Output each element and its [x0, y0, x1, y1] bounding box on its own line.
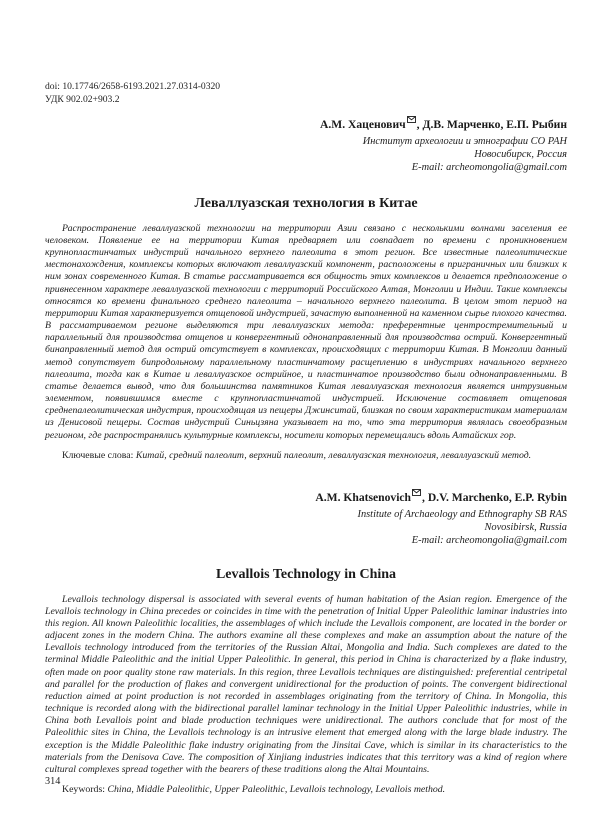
affiliation-ru: [45, 135, 567, 174]
affiliation-institute-en: Institute of Archaeology and Ethnography SB RAS: [357, 508, 567, 520]
authors-en: [45, 489, 567, 505]
abstract-en: Levallois technology dispersal is associated with several events of human habitation of the Asian region. Emergence of the Levallois technology in China precedes or coincides in time with the penetration of Initial Upper Paleolithic laminar industries into this region. All known Paleolithic localities, the assemblages of which include the Levallois component, are located in the border or adjacent zones in the modern China. The authors examine all these complexes and make an assumption about the nature of the Levallois technology introduced from the territories of the Russian Altai, Mongolia and India. Such complexes are dated to the terminal Middle Paleolithic and the initial Upper Paleolithic. In general, this period in China is characterized by a flake industry, often made on poor quality stone raw materials. In this region, three Levallois techniques are distinguished: preferential centripetal and parallel for the production of flakes and convergent unidirectional for the production of points. The convergent bidirectional reduction aimed at point production is not recorded in assemblages originating from the territory of China. In Mongolia, this technique is recorded along with the bidirectional parallel laminar technology in the Initial Upper Paleolithic industries, while in China both Levallois point and blade production techniques were unidirectional. The authors conclude that for most of the Paleolithic sites in China, the Levallois technology is an intrusive element that emerged along with the large blade industry. The exception is the Middle Paleolithic flake industry originating from the Jinsitai Cave, which is similar in its characteristics to the materials from the Denisova Cave. The composition of Xinjiang industries indicates that this territory was a kind of region where cultural complexes spread together with the bearers of these traditions along the Altai Mountains.: [45, 593, 567, 775]
page-number: 314: [45, 776, 61, 787]
envelope-icon: [412, 489, 421, 496]
affiliation-institute-ru: Институт археологии и этнографии СО РАН: [362, 135, 567, 147]
affiliation-email-en: E-mail: archeomongolia@gmail.com: [411, 534, 567, 546]
affiliation-city-en: Novosibirsk, Russia: [484, 521, 567, 533]
article-title-ru: Леваллуазская технология в Китае: [194, 195, 418, 211]
author-corresponding-ru: А.М. Хаценович: [319, 117, 406, 131]
keywords-ru: [45, 450, 567, 462]
authors-rest-ru: , Д.В. Марченко, Е.П. Рыбин: [416, 117, 567, 131]
abstract-ru: Распространение леваллуазской технологии на территории Азии связано с несколькими волнами заселения ее человеком. Появление ее на территории Китая предваряет или совпадает по времени с проникновением крупнопластинчатых индустрий начального верхнего палеолита в этот регион. Все известные палеолитические местонахождения, комплексы которых включают леваллуазский компонент, расположены в приграничных или близких к ним зонах современного Китая. В статье рассматривается вся общность этих комплексов и делается предположение о привнесенном характере леваллуазской технологии с территорий Российского Алтая, Монголии и Индии. Такие комплексы относятся ко времени финального среднего палеолита – начального верхнего палеолита. В целом этот период на территории Китая характеризуется отщеповой индустрией, зачастую выполненной на каменном сырье плохого качества. В рассматриваемом регионе выделяются три леваллуазских метода: преферентные центростремительный и параллельный для производства отщепов и конвергентный однонаправленный для производства острий. Конвергентный бинаправленный метод для острий отсутствует в комплексах, происходящих с территории Китая. В Монголии данный метод сопутствует бипродольному параллельному пластинчатому расщеплению в индустриях начального верхнего палеолита, тогда как в Китае и леваллуазское острийное, и пластинчатое производство были однонаправленными. В статье делается вывод, что для большинства памятников Китая леваллуазская технология является интрузивным элементом, появившимся вместе с крупнопластинчатой индустрией. Исключение составляет отщеповая среднепалеолитическая индустрия, происходящая из пещеры Джинситай, близкая по своим характеристикам материалам из Денисовой пещеры. Состав индустрий Синьцзяна указывает на то, что эта территория являлась своеобразным регионом, где распространялись культурные комплексы, носители которых перемещались вдоль Алтайских гор.: [45, 222, 567, 441]
affiliation-email-ru: E-mail: archeomongolia@gmail.com: [411, 161, 567, 173]
author-corresponding-en: A.M. Khatsenovich: [315, 490, 412, 504]
affiliation-en: [45, 508, 567, 547]
udc-line: УДК 902.02+903.2: [45, 93, 120, 105]
keywords-label-ru: Ключевые слова:: [62, 449, 136, 461]
authors-rest-en: , D.V. Marchenko, E.P. Rybin: [422, 490, 567, 504]
authors-ru: [45, 116, 567, 132]
keywords-en: [45, 784, 567, 796]
article-title-en: Levallois Technology in China: [215, 566, 397, 582]
doi-line: doi: 10.17746/2658-6193.2021.27.0314-0320: [45, 81, 221, 92]
envelope-icon: [407, 116, 416, 123]
affiliation-city-ru: Новосибирск, Россия: [474, 148, 567, 160]
keywords-list-ru: Китай, средний палеолит, верхний палеолит, леваллуазская технология, леваллуазский метод.: [135, 449, 532, 461]
keywords-label-en: Keywords:: [62, 784, 108, 796]
keywords-list-en: China, Middle Paleolithic, Upper Paleolithic, Levallois technology, Levallois method.: [107, 784, 446, 796]
